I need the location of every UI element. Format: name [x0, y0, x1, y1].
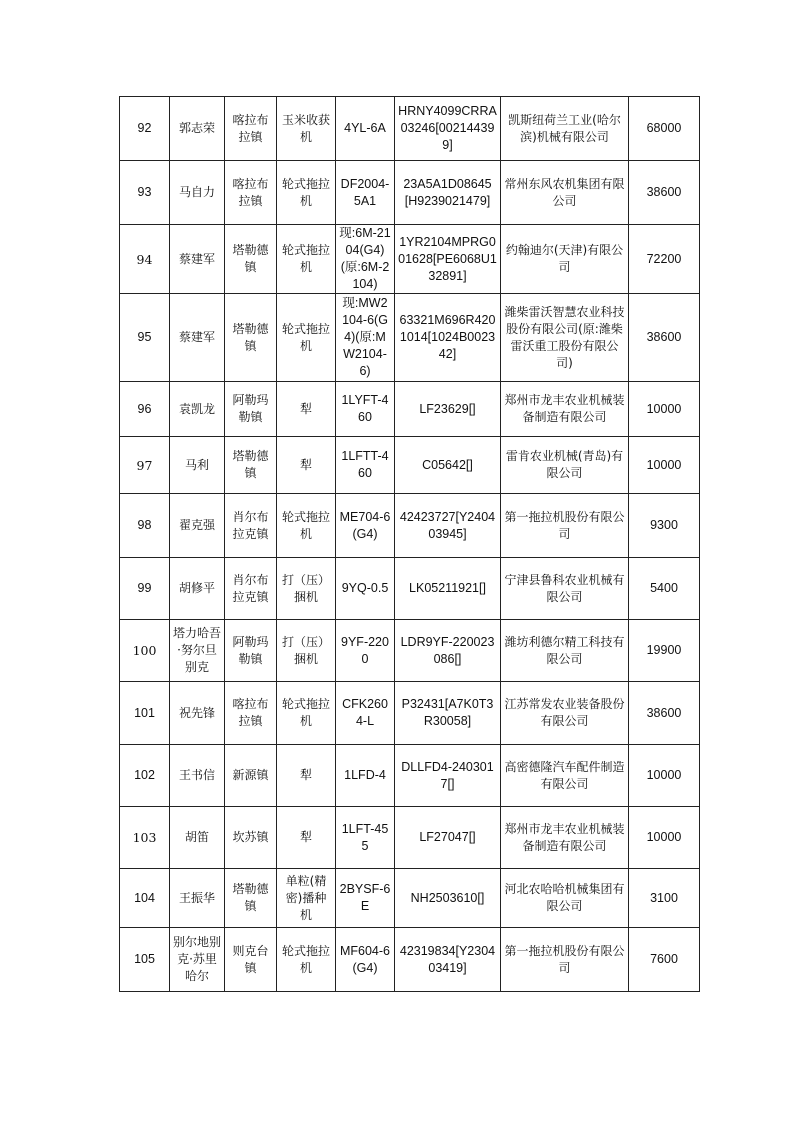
subsidy-amount: 10000 [646, 768, 682, 782]
town-name-cell [225, 294, 277, 382]
machine-model-cell [336, 97, 395, 161]
applicant-name-cell [170, 225, 225, 294]
table-row [120, 437, 700, 494]
applicant-name-cell [170, 558, 225, 620]
table-row [120, 682, 700, 745]
serial-number-cell [395, 294, 501, 382]
serial-number-cell [395, 745, 501, 807]
applicant-name: 袁凯龙 [178, 401, 215, 416]
applicant-name: 蔡建军 [178, 330, 215, 344]
machine-type-cell [277, 494, 336, 558]
serial-number: LDR9YF-220023086[] [400, 634, 495, 666]
manufacturer-cell [501, 869, 629, 928]
table-row [120, 225, 700, 294]
table-row [120, 382, 700, 437]
subsidy-amount-cell [629, 382, 700, 437]
applicant-name-cell [170, 745, 225, 807]
manufacturer: 河北农哈哈机械集团有限公司 [504, 882, 625, 913]
row-number-cell [120, 745, 170, 807]
manufacturer-cell [501, 97, 629, 161]
manufacturer: 潍坊利德尔精工科技有限公司 [504, 634, 625, 666]
machine-type: 轮式拖拉机 [281, 943, 330, 975]
subsidy-amount: 7600 [650, 952, 678, 966]
table-row [120, 97, 700, 161]
town-name: 坎苏镇 [232, 830, 269, 844]
machine-model: ME704-6(G4) [339, 509, 391, 541]
town-name-cell [225, 869, 277, 928]
serial-number-cell [395, 382, 501, 437]
machine-type: 玉米收获机 [281, 112, 330, 144]
row-number-cell [120, 382, 170, 437]
row-number: 99 [137, 581, 152, 595]
applicant-name: 郭志荣 [178, 121, 215, 135]
town-name-cell [225, 682, 277, 745]
manufacturer: 郑州市龙丰农业机械装备制造有限公司 [504, 393, 625, 424]
row-number: 98 [137, 518, 152, 532]
applicant-name-cell [170, 620, 225, 682]
table-row [120, 494, 700, 558]
row-number-cell [120, 928, 170, 992]
machine-type: 打（压）捆机 [281, 634, 330, 666]
applicant-name: 胡修平 [178, 581, 215, 595]
applicant-name-cell [170, 807, 225, 869]
row-number-cell [120, 807, 170, 869]
town-name: 喀拉布拉镇 [232, 697, 269, 728]
subsidy-amount-cell [629, 928, 700, 992]
applicant-name-cell [170, 97, 225, 161]
machine-model: 1LFTT-460 [341, 449, 389, 480]
table-row [120, 807, 700, 869]
machine-type-cell [277, 928, 336, 992]
manufacturer-cell [501, 437, 629, 494]
row-number: 101 [134, 705, 155, 720]
machine-model: 1LYFT-460 [341, 393, 389, 424]
machine-model: DF2004-5A1 [340, 176, 390, 208]
town-name-cell [225, 494, 277, 558]
town-name-cell [225, 382, 277, 437]
serial-number: 42319834[Y230403419] [399, 943, 496, 975]
machine-type: 打（压）捆机 [281, 572, 330, 604]
applicant-name-cell [170, 161, 225, 225]
machine-model: 现:MW2104-6(G4)(原:MW2104-6) [342, 296, 388, 378]
serial-number-cell [395, 225, 501, 294]
serial-number: 63321M696R4201014[1024B002342] [399, 313, 496, 361]
subsidy-amount: 19900 [646, 643, 682, 657]
machine-model-cell [336, 928, 395, 992]
manufacturer-cell [501, 682, 629, 745]
applicant-name-cell [170, 437, 225, 494]
subsidy-amount: 10000 [646, 830, 682, 844]
subsidy-amount: 68000 [646, 121, 682, 135]
manufacturer-cell [501, 928, 629, 992]
applicant-name: 王振华 [178, 890, 215, 905]
subsidy-amount: 3100 [650, 890, 678, 905]
manufacturer: 常州东风农机集团有限公司 [504, 176, 625, 208]
table-body [120, 97, 700, 992]
serial-number: HRNY4099CRRA03246[002144399] [398, 104, 497, 152]
machine-model: CFK2604-L [342, 697, 388, 728]
machine-model: MF604-6(G4) [339, 943, 391, 975]
machine-model-cell [336, 225, 395, 294]
machine-type: 单粒(精密)播种机 [285, 873, 327, 922]
serial-number: 42423727[Y240403945] [399, 509, 496, 541]
row-number-cell [120, 558, 170, 620]
subsidy-amount-cell [629, 558, 700, 620]
town-name: 喀拉布拉镇 [232, 112, 269, 144]
machine-type-cell [277, 437, 336, 494]
machine-model-cell [336, 161, 395, 225]
subsidy-amount: 10000 [646, 401, 682, 416]
row-number-cell [120, 161, 170, 225]
serial-number: LK05211921[] [409, 581, 486, 595]
row-number: 96 [137, 401, 152, 416]
applicant-name: 马利 [184, 457, 209, 472]
row-number: 103 [132, 830, 157, 845]
machine-type-cell [277, 558, 336, 620]
serial-number-cell [395, 869, 501, 928]
manufacturer: 江苏常发农业装备股份有限公司 [504, 697, 625, 728]
machine-type: 轮式拖拉机 [281, 509, 330, 541]
machine-model-cell [336, 558, 395, 620]
town-name: 喀拉布拉镇 [232, 176, 269, 208]
serial-number-cell [395, 682, 501, 745]
manufacturer: 雷肯农业机械(青岛)有限公司 [505, 449, 624, 480]
subsidy-amount: 5400 [650, 581, 678, 595]
applicant-name-cell [170, 928, 225, 992]
serial-number-cell [395, 97, 501, 161]
subsidy-amount-cell [629, 97, 700, 161]
machine-model: 4YL-6A [344, 121, 386, 135]
table-row [120, 620, 700, 682]
machine-type-cell [277, 745, 336, 807]
machine-type: 轮式拖拉机 [281, 697, 330, 728]
applicant-name: 塔力哈吾·努尔旦别克 [173, 626, 222, 674]
machine-model-cell [336, 437, 395, 494]
applicant-name-cell [170, 869, 225, 928]
applicant-name-cell [170, 682, 225, 745]
applicant-name-cell [170, 382, 225, 437]
table-row [120, 161, 700, 225]
town-name: 塔勒德镇 [232, 243, 269, 274]
manufacturer: 第一拖拉机股份有限公司 [504, 943, 625, 975]
machine-type: 轮式拖拉机 [281, 243, 330, 274]
machine-model: 2BYSF-6E [339, 882, 391, 913]
serial-number: C05642[] [422, 457, 473, 472]
machine-type-cell [277, 682, 336, 745]
manufacturer: 郑州市龙丰农业机械装备制造有限公司 [504, 821, 625, 853]
machine-model-cell [336, 620, 395, 682]
row-number-cell [120, 294, 170, 382]
applicant-name: 胡笛 [184, 830, 209, 844]
row-number-cell [120, 97, 170, 161]
machine-type-cell [277, 97, 336, 161]
town-name: 新源镇 [232, 768, 269, 782]
town-name-cell [225, 558, 277, 620]
subsidy-amount: 38600 [646, 330, 682, 344]
subsidy-amount-cell [629, 161, 700, 225]
serial-number-cell [395, 620, 501, 682]
machine-type: 轮式拖拉机 [281, 176, 330, 208]
town-name: 阿勒玛勒镇 [232, 634, 269, 666]
applicant-name: 王书信 [178, 768, 215, 782]
row-number: 93 [137, 185, 152, 199]
machine-type-cell [277, 869, 336, 928]
table-row [120, 869, 700, 928]
serial-number-cell [395, 558, 501, 620]
subsidy-amount: 9300 [650, 518, 678, 532]
row-number: 94 [136, 251, 153, 267]
manufacturer: 潍柴雷沃智慧农业科技股份有限公司(原:潍柴雷沃重工股份有限公司) [504, 304, 625, 370]
row-number-cell [120, 682, 170, 745]
subsidy-table [119, 96, 700, 992]
serial-number-cell [395, 161, 501, 225]
table-row [120, 294, 700, 382]
town-name-cell [225, 620, 277, 682]
machine-model-cell [336, 807, 395, 869]
row-number: 100 [132, 643, 157, 658]
applicant-name-cell [170, 494, 225, 558]
town-name-cell [225, 928, 277, 992]
machine-model-cell [336, 869, 395, 928]
row-number-cell [120, 225, 170, 294]
manufacturer-cell [501, 745, 629, 807]
town-name-cell [225, 161, 277, 225]
machine-model: 9YQ-0.5 [341, 581, 389, 595]
town-name-cell [225, 437, 277, 494]
subsidy-amount-cell [629, 437, 700, 494]
machine-type: 犁 [299, 768, 312, 782]
serial-number-cell [395, 928, 501, 992]
subsidy-amount-cell [629, 294, 700, 382]
applicant-name: 祝先锋 [178, 705, 215, 720]
serial-number: DLLFD4-2403017[] [401, 759, 494, 791]
machine-model-cell [336, 382, 395, 437]
row-number: 105 [134, 952, 155, 966]
town-name-cell [225, 225, 277, 294]
subsidy-amount-cell [629, 807, 700, 869]
machine-model-cell [336, 745, 395, 807]
town-name: 肖尔布拉克镇 [232, 572, 269, 604]
machine-model-cell [336, 682, 395, 745]
serial-number-cell [395, 494, 501, 558]
table-row [120, 558, 700, 620]
manufacturer-cell [501, 225, 629, 294]
town-name: 肖尔布拉克镇 [232, 509, 269, 541]
subsidy-amount: 38600 [646, 185, 682, 199]
subsidy-amount: 72200 [646, 251, 682, 266]
applicant-name-cell [170, 294, 225, 382]
town-name: 则克台镇 [232, 943, 269, 975]
row-number-cell [120, 869, 170, 928]
row-number: 104 [134, 890, 155, 905]
subsidy-amount-cell [629, 869, 700, 928]
machine-type: 犁 [299, 457, 312, 472]
row-number-cell [120, 620, 170, 682]
machine-type-cell [277, 382, 336, 437]
subsidy-amount-cell [629, 745, 700, 807]
serial-number: LF27047[] [419, 830, 476, 844]
machine-type-cell [277, 161, 336, 225]
machine-type: 轮式拖拉机 [281, 321, 330, 353]
row-number: 95 [137, 330, 152, 344]
machine-model: 1LFT-455 [341, 821, 389, 853]
manufacturer-cell [501, 494, 629, 558]
manufacturer-cell [501, 294, 629, 382]
machine-type: 犁 [299, 830, 312, 844]
manufacturer: 宁津县鲁科农业机械有限公司 [504, 572, 625, 604]
machine-type: 犁 [299, 401, 312, 416]
town-name-cell [225, 807, 277, 869]
subsidy-amount: 10000 [646, 457, 682, 472]
serial-number: NH2503610[] [410, 890, 485, 905]
manufacturer: 约翰迪尔(天津)有限公司 [505, 243, 624, 274]
machine-type-cell [277, 807, 336, 869]
subsidy-amount-cell [629, 225, 700, 294]
applicant-name: 蔡建军 [178, 251, 215, 266]
machine-model-cell [336, 494, 395, 558]
machine-model: 9YF-2200 [341, 634, 389, 666]
manufacturer: 高密德隆汽车配件制造有限公司 [504, 759, 625, 791]
applicant-name: 翟克强 [178, 518, 215, 532]
subsidy-amount-cell [629, 682, 700, 745]
row-number: 102 [134, 768, 155, 782]
manufacturer: 凯斯纽荷兰工业(哈尔滨)机械有限公司 [508, 112, 621, 144]
serial-number: P32431[A7K0T3R30058] [401, 697, 494, 728]
serial-number-cell [395, 807, 501, 869]
serial-number-cell [395, 437, 501, 494]
machine-model: 1LFD-4 [344, 768, 386, 782]
manufacturer-cell [501, 620, 629, 682]
town-name-cell [225, 97, 277, 161]
applicant-name: 别尔地别克·苏里哈尔 [173, 935, 222, 983]
town-name-cell [225, 745, 277, 807]
serial-number: 23A5A1D08645[H9239021479] [403, 176, 492, 208]
serial-number: 1YR2104MPRG001628[PE6068U132891] [398, 234, 497, 283]
machine-model: 现:6M-2104(G4)(原:6M-2104) [339, 226, 391, 291]
manufacturer-cell [501, 382, 629, 437]
town-name: 塔勒德镇 [232, 449, 269, 480]
machine-type-cell [277, 294, 336, 382]
machine-type-cell [277, 225, 336, 294]
subsidy-amount: 38600 [646, 705, 682, 720]
machine-type-cell [277, 620, 336, 682]
manufacturer-cell [501, 161, 629, 225]
serial-number: LF23629[] [419, 401, 476, 416]
town-name: 塔勒德镇 [232, 321, 269, 353]
applicant-name: 马自力 [178, 185, 215, 199]
manufacturer-cell [501, 807, 629, 869]
subsidy-amount-cell [629, 494, 700, 558]
manufacturer-cell [501, 558, 629, 620]
town-name: 阿勒玛勒镇 [232, 393, 269, 424]
table-row [120, 745, 700, 807]
table-row [120, 928, 700, 992]
manufacturer: 第一拖拉机股份有限公司 [504, 509, 625, 541]
row-number: 92 [137, 121, 152, 135]
machine-model-cell [336, 294, 395, 382]
subsidy-amount-cell [629, 620, 700, 682]
town-name: 塔勒德镇 [232, 882, 269, 913]
row-number-cell [120, 437, 170, 494]
row-number-cell [120, 494, 170, 558]
row-number: 97 [136, 457, 153, 473]
